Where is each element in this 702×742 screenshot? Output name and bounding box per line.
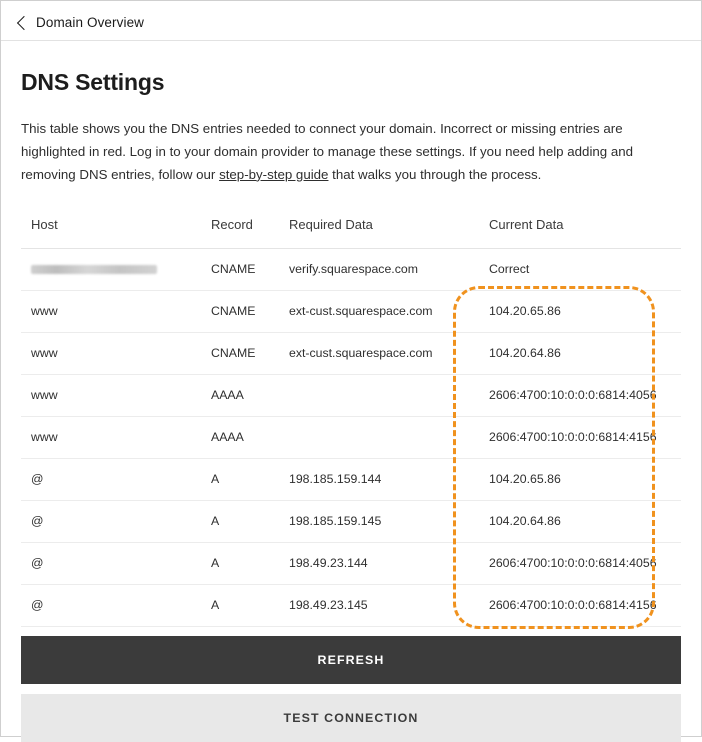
chevron-left-icon [17, 15, 31, 29]
back-label: Domain Overview [36, 15, 145, 30]
table-row [21, 584, 681, 626]
cell-required-data [279, 416, 479, 458]
header-divider [1, 40, 701, 41]
cell-required-data: ext-cust.squarespace.com [279, 290, 479, 332]
cell-required-data [279, 374, 479, 416]
cell-record-type: A [201, 584, 279, 626]
cell-current-data: 104.20.64.86 [479, 332, 681, 374]
intro-paragraph [21, 118, 681, 187]
back-navigation[interactable] [1, 1, 701, 40]
main-content [1, 69, 701, 627]
cell-host: @ [21, 500, 201, 542]
column-header-host: Host [21, 209, 201, 249]
cell-record-type: A [201, 542, 279, 584]
cell-required-data: 198.49.23.145 [279, 584, 479, 626]
cell-current-data: 104.20.65.86 [479, 458, 681, 500]
cell-host: @ [21, 458, 201, 500]
column-header-required-data: Required Data [279, 209, 479, 249]
cell-host: www [21, 290, 201, 332]
table-row [21, 248, 681, 290]
cell-required-data: ext-cust.squarespace.com [279, 332, 479, 374]
cell-host: www [21, 416, 201, 458]
table-body [21, 248, 681, 626]
table-row [21, 542, 681, 584]
cell-host: www [21, 374, 201, 416]
cell-host: @ [21, 542, 201, 584]
cell-current-data: Correct [479, 248, 681, 290]
cell-record-type: AAAA [201, 374, 279, 416]
table-row [21, 416, 681, 458]
cell-host: @ [21, 584, 201, 626]
page-title: DNS Settings [21, 69, 165, 95]
cell-record-type: A [201, 458, 279, 500]
column-header-record: Record [201, 209, 279, 249]
cell-required-data: verify.squarespace.com [279, 248, 479, 290]
table-header-row [21, 209, 681, 249]
cell-record-type: CNAME [201, 290, 279, 332]
cell-current-data: 2606:4700:10:0:0:0:6814:4056 [479, 374, 681, 416]
cell-record-type: CNAME [201, 248, 279, 290]
intro-text-part2: that walks you through the process. [328, 166, 542, 182]
cell-current-data: 104.20.64.86 [479, 500, 681, 542]
cell-required-data: 198.185.159.145 [279, 500, 479, 542]
dns-table [21, 209, 681, 627]
cell-current-data: 2606:4700:10:0:0:0:6814:4056 [479, 542, 681, 584]
cell-host: www [21, 332, 201, 374]
cell-record-type: AAAA [201, 416, 279, 458]
redacted-host-value [31, 265, 157, 274]
cell-current-data: 104.20.65.86 [479, 290, 681, 332]
cell-record-type: CNAME [201, 332, 279, 374]
table-row [21, 500, 681, 542]
cell-host [21, 248, 201, 290]
cell-record-type: A [201, 500, 279, 542]
cell-required-data: 198.185.159.144 [279, 458, 479, 500]
table-row [21, 332, 681, 374]
table-row [21, 458, 681, 500]
test-connection-button[interactable]: TEST CONNECTION [21, 694, 681, 742]
cell-current-data: 2606:4700:10:0:0:0:6814:4156 [479, 584, 681, 626]
table-row [21, 290, 681, 332]
column-header-current-data: Current Data [479, 209, 681, 249]
cell-required-data: 198.49.23.144 [279, 542, 479, 584]
cell-current-data: 2606:4700:10:0:0:0:6814:4156 [479, 416, 681, 458]
table-row [21, 374, 681, 416]
intro-text-part1: This table shows you the DNS entries needed to connect your domain. Incorrect or missing entries are highlighted in red. Log in to your domain provider to manage these settings. If you need help adding and removing DNS entries, follow our [21, 121, 634, 182]
step-by-step-guide-link[interactable]: step-by-step guide [219, 166, 329, 182]
refresh-button[interactable]: REFRESH [21, 636, 681, 684]
